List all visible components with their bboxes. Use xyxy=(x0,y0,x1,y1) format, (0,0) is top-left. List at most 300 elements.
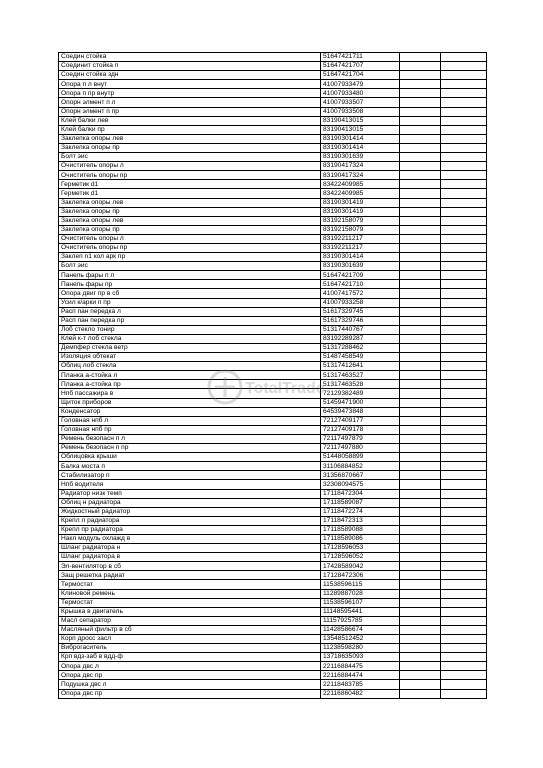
part-name-cell: Опора п пр внутр xyxy=(59,89,321,98)
empty-cell xyxy=(400,544,441,553)
part-name-cell: Заклепка опоры лев xyxy=(59,216,321,225)
empty-cell xyxy=(400,62,441,71)
table-row xyxy=(59,216,487,225)
part-number-cell: 32308094575 xyxy=(321,480,400,489)
empty-cell xyxy=(441,243,487,252)
table-row xyxy=(59,607,487,616)
part-number-cell: 11157925785 xyxy=(321,616,400,625)
empty-cell xyxy=(441,280,487,289)
empty-cell xyxy=(441,580,487,589)
part-name-cell: Масл сепаратор xyxy=(59,616,321,625)
empty-cell xyxy=(400,125,441,134)
empty-cell xyxy=(441,62,487,71)
part-number-cell: 51647421711 xyxy=(321,53,400,62)
part-name-cell: Ремень безопасн п л xyxy=(59,434,321,443)
empty-cell xyxy=(400,71,441,80)
empty-cell xyxy=(400,580,441,589)
part-name-cell: Изоляция обтекат xyxy=(59,353,321,362)
part-number-cell: 83192158079 xyxy=(321,216,400,225)
empty-cell xyxy=(400,243,441,252)
empty-cell xyxy=(400,353,441,362)
part-number-cell: 17118589087 xyxy=(321,498,400,507)
part-name-cell: Соедин стойка xyxy=(59,53,321,62)
empty-cell xyxy=(441,489,487,498)
table-row xyxy=(59,507,487,516)
empty-cell xyxy=(400,625,441,634)
empty-cell xyxy=(441,207,487,216)
parts-table xyxy=(58,52,487,699)
empty-cell xyxy=(400,516,441,525)
part-name-cell: Заклепка опоры лев xyxy=(59,134,321,143)
table-row xyxy=(59,316,487,325)
empty-cell xyxy=(441,189,487,198)
part-name-cell: Опора двс пр xyxy=(59,689,321,698)
part-number-cell: 31356870667 xyxy=(321,471,400,480)
table-row xyxy=(59,635,487,644)
empty-cell xyxy=(441,598,487,607)
table-row xyxy=(59,143,487,152)
part-name-cell: Усил к/арки п пр xyxy=(59,298,321,307)
table-row xyxy=(59,89,487,98)
empty-cell xyxy=(400,553,441,562)
table-row xyxy=(59,589,487,598)
empty-cell xyxy=(400,407,441,416)
table-row xyxy=(59,325,487,334)
empty-cell xyxy=(400,371,441,380)
part-number-cell: 51647421710 xyxy=(321,280,400,289)
parts-table-body xyxy=(59,53,487,699)
part-name-cell: Демпфер стекла ветр xyxy=(59,344,321,353)
table-row xyxy=(59,234,487,243)
table-row xyxy=(59,434,487,443)
part-number-cell: 17118472304 xyxy=(321,489,400,498)
empty-cell xyxy=(400,344,441,353)
empty-cell xyxy=(400,380,441,389)
part-name-cell: Клей балки пр xyxy=(59,125,321,134)
table-row xyxy=(59,125,487,134)
empty-cell xyxy=(441,653,487,662)
part-number-cell: 83422409985 xyxy=(321,180,400,189)
part-number-cell: 17118589088 xyxy=(321,525,400,534)
part-number-cell: 72127409178 xyxy=(321,425,400,434)
part-name-cell: Заклепка опоры пр xyxy=(59,225,321,234)
part-number-cell: 83190417324 xyxy=(321,162,400,171)
empty-cell xyxy=(441,507,487,516)
empty-cell xyxy=(441,434,487,443)
part-name-cell: Крепл пр радиатора xyxy=(59,525,321,534)
empty-cell xyxy=(441,253,487,262)
table-row xyxy=(59,398,487,407)
part-number-cell: 83190301419 xyxy=(321,207,400,216)
table-row xyxy=(59,516,487,525)
table-row xyxy=(59,453,487,462)
table-row xyxy=(59,671,487,680)
empty-cell xyxy=(441,525,487,534)
empty-cell xyxy=(400,635,441,644)
empty-cell xyxy=(441,153,487,162)
part-name-cell: Заклепка опоры пр xyxy=(59,207,321,216)
empty-cell xyxy=(441,298,487,307)
empty-cell xyxy=(441,498,487,507)
part-number-cell: 13548512452 xyxy=(321,635,400,644)
table-row xyxy=(59,580,487,589)
part-name-cell: Опора п л внут xyxy=(59,80,321,89)
empty-cell xyxy=(400,280,441,289)
part-name-cell: Клей балки лев xyxy=(59,116,321,125)
empty-cell xyxy=(441,389,487,398)
empty-cell xyxy=(400,307,441,316)
part-name-cell: Планка а-стойка пр xyxy=(59,380,321,389)
part-number-cell: 83192158079 xyxy=(321,225,400,234)
table-row xyxy=(59,153,487,162)
part-name-cell: Расп пан передка пр xyxy=(59,316,321,325)
table-row xyxy=(59,480,487,489)
part-number-cell: 41007933480 xyxy=(321,89,400,98)
part-number-cell: 51317463527 xyxy=(321,371,400,380)
part-number-cell: 51647421707 xyxy=(321,62,400,71)
part-name-cell: Облиц н радиатора xyxy=(59,498,321,507)
empty-cell xyxy=(441,80,487,89)
part-number-cell: 22116884475 xyxy=(321,662,400,671)
table-row xyxy=(59,362,487,371)
part-number-cell: 17128596052 xyxy=(321,553,400,562)
empty-cell xyxy=(400,653,441,662)
empty-cell xyxy=(400,289,441,298)
empty-cell xyxy=(400,153,441,162)
empty-cell xyxy=(441,616,487,625)
part-number-cell: 83190301639 xyxy=(321,153,400,162)
empty-cell xyxy=(400,107,441,116)
table-row xyxy=(59,598,487,607)
part-name-cell: Очиститель опоры пр xyxy=(59,243,321,252)
empty-cell xyxy=(441,53,487,62)
part-number-cell: 72127409177 xyxy=(321,416,400,425)
part-name-cell: Виброгаситель xyxy=(59,644,321,653)
part-name-cell: Заклепка опоры лев xyxy=(59,198,321,207)
part-name-cell: Шланг радиатора в xyxy=(59,553,321,562)
part-name-cell: Крепл л радиатора xyxy=(59,516,321,525)
part-number-cell: 83190301414 xyxy=(321,134,400,143)
part-name-cell: Панель фары пр xyxy=(59,280,321,289)
part-number-cell: 41007417572 xyxy=(321,289,400,298)
part-number-cell: 11238598280 xyxy=(321,644,400,653)
empty-cell xyxy=(400,589,441,598)
empty-cell xyxy=(400,434,441,443)
empty-cell xyxy=(441,662,487,671)
table-row xyxy=(59,189,487,198)
empty-cell xyxy=(400,271,441,280)
part-name-cell: Очиститель опоры пр xyxy=(59,171,321,180)
part-name-cell: Радиатор низк темп xyxy=(59,489,321,498)
table-row xyxy=(59,253,487,262)
table-row xyxy=(59,416,487,425)
empty-cell xyxy=(441,453,487,462)
part-number-cell: 13718635093 xyxy=(321,653,400,662)
empty-cell xyxy=(441,425,487,434)
empty-cell xyxy=(400,689,441,698)
part-name-cell: Шланг радиатора н xyxy=(59,544,321,553)
empty-cell xyxy=(400,134,441,143)
empty-cell xyxy=(400,644,441,653)
empty-cell xyxy=(441,371,487,380)
empty-cell xyxy=(441,571,487,580)
part-number-cell: 17118472274 xyxy=(321,507,400,516)
empty-cell xyxy=(441,625,487,634)
empty-cell xyxy=(441,353,487,362)
empty-cell xyxy=(400,398,441,407)
empty-cell xyxy=(400,298,441,307)
part-number-cell: 83422409985 xyxy=(321,189,400,198)
part-name-cell: Конденсатор xyxy=(59,407,321,416)
table-row xyxy=(59,544,487,553)
part-number-cell: 83190301414 xyxy=(321,253,400,262)
table-row xyxy=(59,389,487,398)
table-row xyxy=(59,425,487,434)
empty-cell xyxy=(441,407,487,416)
part-name-cell: Накл модуль охлажд в xyxy=(59,534,321,543)
empty-cell xyxy=(400,189,441,198)
part-number-cell: 11428586674 xyxy=(321,625,400,634)
empty-cell xyxy=(400,171,441,180)
empty-cell xyxy=(400,562,441,571)
part-name-cell: Ремень безопасн п пр xyxy=(59,444,321,453)
empty-cell xyxy=(441,307,487,316)
empty-cell xyxy=(441,534,487,543)
table-row xyxy=(59,689,487,698)
empty-cell xyxy=(400,116,441,125)
empty-cell xyxy=(441,289,487,298)
empty-cell xyxy=(441,644,487,653)
table-row xyxy=(59,498,487,507)
part-name-cell: Заклеп n1 кол арк пр xyxy=(59,253,321,262)
empty-cell xyxy=(400,53,441,62)
empty-cell xyxy=(441,689,487,698)
part-name-cell: Подушка двс л xyxy=(59,680,321,689)
part-number-cell: 83192211217 xyxy=(321,243,400,252)
part-number-cell: 83190413015 xyxy=(321,116,400,125)
part-number-cell: 51647421709 xyxy=(321,271,400,280)
part-name-cell: Панель фары п л xyxy=(59,271,321,280)
empty-cell xyxy=(441,362,487,371)
part-number-cell: 83190301414 xyxy=(321,143,400,152)
part-number-cell: 11289887028 xyxy=(321,589,400,598)
empty-cell xyxy=(441,671,487,680)
table-row xyxy=(59,662,487,671)
table-row xyxy=(59,562,487,571)
empty-cell xyxy=(441,680,487,689)
part-number-cell: 72117497879 xyxy=(321,434,400,443)
empty-cell xyxy=(441,262,487,271)
empty-cell xyxy=(441,380,487,389)
table-row xyxy=(59,289,487,298)
part-name-cell: Очиститель опоры л xyxy=(59,234,321,243)
part-number-cell: 51317440767 xyxy=(321,325,400,334)
empty-cell xyxy=(400,362,441,371)
empty-cell xyxy=(441,562,487,571)
table-row xyxy=(59,280,487,289)
table-row xyxy=(59,653,487,662)
table-row xyxy=(59,407,487,416)
part-number-cell: 83190301419 xyxy=(321,198,400,207)
part-number-cell: 72117497880 xyxy=(321,444,400,453)
empty-cell xyxy=(400,80,441,89)
empty-cell xyxy=(400,234,441,243)
part-number-cell: 17118589086 xyxy=(321,534,400,543)
part-name-cell: Опора двс л xyxy=(59,662,321,671)
empty-cell xyxy=(441,216,487,225)
part-number-cell: 83192289287 xyxy=(321,334,400,343)
table-row xyxy=(59,98,487,107)
empty-cell xyxy=(441,325,487,334)
empty-cell xyxy=(400,425,441,434)
part-name-cell: Термостат xyxy=(59,598,321,607)
part-name-cell: Герметик d1 xyxy=(59,189,321,198)
empty-cell xyxy=(400,471,441,480)
part-name-cell: Щиток приборов xyxy=(59,398,321,407)
part-number-cell: 51647421704 xyxy=(321,71,400,80)
table-row xyxy=(59,271,487,280)
part-name-cell: Болт эис xyxy=(59,153,321,162)
table-row xyxy=(59,307,487,316)
part-number-cell: 51448058899 xyxy=(321,453,400,462)
part-number-cell: 17118472313 xyxy=(321,516,400,525)
empty-cell xyxy=(400,671,441,680)
part-name-cell: Корп дросс засл xyxy=(59,635,321,644)
empty-cell xyxy=(400,507,441,516)
part-name-cell: Крышка в двигатель xyxy=(59,607,321,616)
part-name-cell: Герметик d1 xyxy=(59,180,321,189)
empty-cell xyxy=(400,416,441,425)
empty-cell xyxy=(400,480,441,489)
empty-cell xyxy=(400,316,441,325)
part-name-cell: Крп вдз-заб в вдд-ф xyxy=(59,653,321,662)
part-name-cell: Расп пан передка л xyxy=(59,307,321,316)
table-row xyxy=(59,298,487,307)
empty-cell xyxy=(400,207,441,216)
part-number-cell: 51317288462 xyxy=(321,344,400,353)
empty-cell xyxy=(400,444,441,453)
part-name-cell: Заклепка опоры пр xyxy=(59,143,321,152)
empty-cell xyxy=(441,544,487,553)
part-number-cell: 17428589042 xyxy=(321,562,400,571)
empty-cell xyxy=(441,107,487,116)
empty-cell xyxy=(400,571,441,580)
part-number-cell: 51317463528 xyxy=(321,380,400,389)
table-row xyxy=(59,207,487,216)
part-name-cell: Стабилизатор п xyxy=(59,471,321,480)
table-row xyxy=(59,180,487,189)
part-number-cell: 17128596053 xyxy=(321,544,400,553)
empty-cell xyxy=(400,498,441,507)
part-name-cell: Головная нпб л xyxy=(59,416,321,425)
table-row xyxy=(59,525,487,534)
part-number-cell: 51487458549 xyxy=(321,353,400,362)
empty-cell xyxy=(441,134,487,143)
empty-cell xyxy=(441,116,487,125)
part-number-cell: 41007933508 xyxy=(321,107,400,116)
empty-cell xyxy=(441,416,487,425)
empty-cell xyxy=(441,480,487,489)
empty-cell xyxy=(441,635,487,644)
empty-cell xyxy=(441,344,487,353)
empty-cell xyxy=(441,143,487,152)
part-number-cell: 83190413015 xyxy=(321,125,400,134)
table-row xyxy=(59,371,487,380)
empty-cell xyxy=(400,253,441,262)
part-number-cell: 41007933258 xyxy=(321,298,400,307)
table-row xyxy=(59,53,487,62)
empty-cell xyxy=(441,225,487,234)
table-row xyxy=(59,116,487,125)
empty-cell xyxy=(441,553,487,562)
part-number-cell: 11538596115 xyxy=(321,580,400,589)
part-name-cell: Эл-вентилятор в сб xyxy=(59,562,321,571)
part-name-cell: Лоб стекло тонир xyxy=(59,325,321,334)
part-name-cell: Опора двс пр xyxy=(59,671,321,680)
empty-cell xyxy=(400,334,441,343)
table-row xyxy=(59,62,487,71)
watermark-text: TotalTrade xyxy=(245,380,325,397)
part-number-cell: 51617329745 xyxy=(321,307,400,316)
empty-cell xyxy=(441,334,487,343)
empty-cell xyxy=(400,89,441,98)
empty-cell xyxy=(400,525,441,534)
part-name-cell: Нпб пассажира в xyxy=(59,389,321,398)
table-row xyxy=(59,616,487,625)
empty-cell xyxy=(400,462,441,471)
table-row xyxy=(59,353,487,362)
table-row xyxy=(59,534,487,543)
part-name-cell: Нпб водителя xyxy=(59,480,321,489)
empty-cell xyxy=(441,607,487,616)
part-name-cell: Опорн элмент п пр xyxy=(59,107,321,116)
part-name-cell: Соедин стойка здн xyxy=(59,71,321,80)
empty-cell xyxy=(400,198,441,207)
table-row xyxy=(59,243,487,252)
part-number-cell: 64539473848 xyxy=(321,407,400,416)
part-name-cell: Очиститель опоры л xyxy=(59,162,321,171)
part-name-cell: Клей к-т лоб стекла xyxy=(59,334,321,343)
part-number-cell: 83190417324 xyxy=(321,171,400,180)
part-number-cell: 51317412641 xyxy=(321,362,400,371)
empty-cell xyxy=(441,516,487,525)
part-number-cell: 51459471900 xyxy=(321,398,400,407)
part-name-cell: Опора двиг пр в сб xyxy=(59,289,321,298)
table-row xyxy=(59,489,487,498)
part-name-cell: Планка а-стойка л xyxy=(59,371,321,380)
empty-cell xyxy=(400,262,441,271)
empty-cell xyxy=(441,98,487,107)
empty-cell xyxy=(400,180,441,189)
part-number-cell: 41007933507 xyxy=(321,98,400,107)
empty-cell xyxy=(400,225,441,234)
table-row xyxy=(59,262,487,271)
part-name-cell: Защ решетка радиат xyxy=(59,571,321,580)
empty-cell xyxy=(441,198,487,207)
table-row xyxy=(59,80,487,89)
part-number-cell: 51617329746 xyxy=(321,316,400,325)
empty-cell xyxy=(441,234,487,243)
part-number-cell: 22116860482 xyxy=(321,689,400,698)
empty-cell xyxy=(400,453,441,462)
table-row xyxy=(59,462,487,471)
part-number-cell: 11148595441 xyxy=(321,607,400,616)
table-row xyxy=(59,625,487,634)
table-row xyxy=(59,471,487,480)
empty-cell xyxy=(400,325,441,334)
empty-cell xyxy=(441,398,487,407)
empty-cell xyxy=(441,162,487,171)
